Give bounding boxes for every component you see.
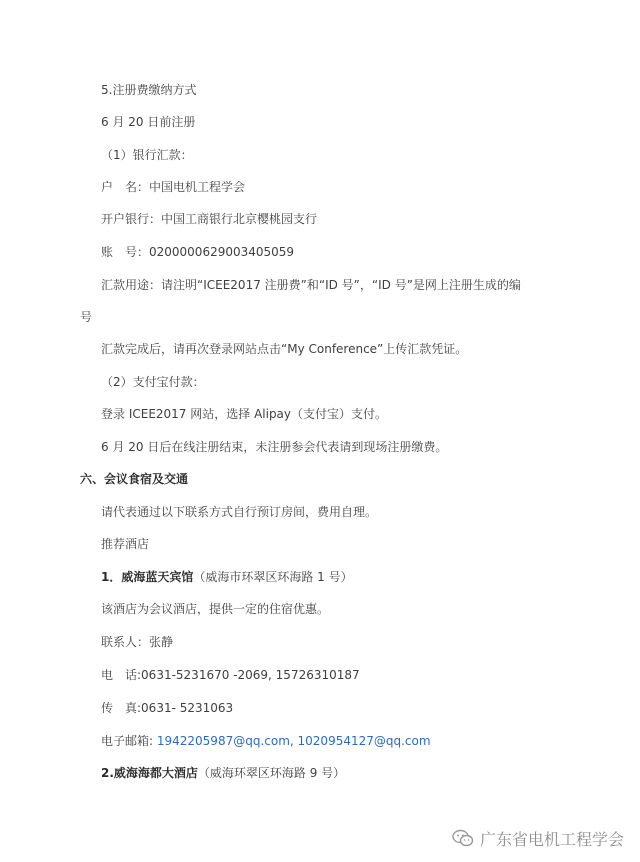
contact-person: 联系人：张静 — [101, 635, 174, 649]
section-heading-accommodation: 六、会议食宿及交通 — [80, 472, 189, 486]
hotel-1 — [101, 569, 621, 585]
hotel-2-name: 2.威海海都大酒店 — [101, 766, 198, 780]
hotel-1-name: 1．威海蓝天宾馆 — [101, 570, 194, 584]
alipay-instruction: 登录 ICEE2017 网站，选择 Alipay（支付宝）支付。 — [101, 407, 388, 421]
alipay-heading: （2）支付宝付款： — [101, 375, 205, 389]
hotel-1-description: 该酒店为会议酒店，提供一定的住宿优惠。 — [101, 602, 330, 616]
watermark — [452, 827, 624, 850]
account-name: 户 名：中国电机工程学会 — [101, 180, 246, 194]
heading-payment-method: 5.注册费缴纳方式 — [101, 83, 197, 97]
email-line — [101, 733, 621, 749]
hotel-1-address: （威海市环翠区环海路 1 号） — [193, 570, 353, 584]
watermark-text: 广东省电机工程学会 — [479, 830, 624, 849]
email-separator: , — [289, 734, 298, 748]
phone: 电 话:0631-5231670 -2069, 15726310187 — [101, 668, 360, 682]
hotel-2 — [101, 765, 621, 781]
wechat-icon — [452, 829, 474, 848]
onsite-registration-note: 6 月 20 日后在线注册结束，未注册参会代表请到现场注册缴费。 — [101, 440, 448, 454]
transfer-purpose: 汇款用途：请注明“ICEE2017 注册费”和“ID 号”，“ID 号”是网上注册生成的编 — [101, 278, 521, 292]
email-link-2[interactable]: 1020954127@qq.com — [297, 734, 431, 748]
email-label: 电子邮箱: — [101, 734, 157, 748]
bank-name: 开户银行：中国工商银行北京樱桃园支行 — [101, 212, 318, 226]
upload-instruction: 汇款完成后，请再次登录网站点击“My Conference”上传汇款凭证。 — [101, 342, 468, 356]
booking-note: 请代表通过以下联系方式自行预订房间，费用自理。 — [101, 505, 378, 519]
hotel-2-address: （威海环翠区环海路 9 号） — [197, 766, 346, 780]
transfer-purpose-continued: 号 — [80, 310, 93, 324]
fax: 传 真:0631- 5231063 — [101, 701, 234, 715]
registration-deadline: 6 月 20 日前注册 — [101, 115, 196, 129]
account-number: 账 号：0200000629003405059 — [101, 245, 295, 259]
recommended-hotels: 推荐酒店 — [101, 537, 150, 551]
bank-transfer-heading: （1）银行汇款： — [101, 148, 193, 162]
email-link-1[interactable]: 1942205987@qq.com — [156, 734, 290, 748]
